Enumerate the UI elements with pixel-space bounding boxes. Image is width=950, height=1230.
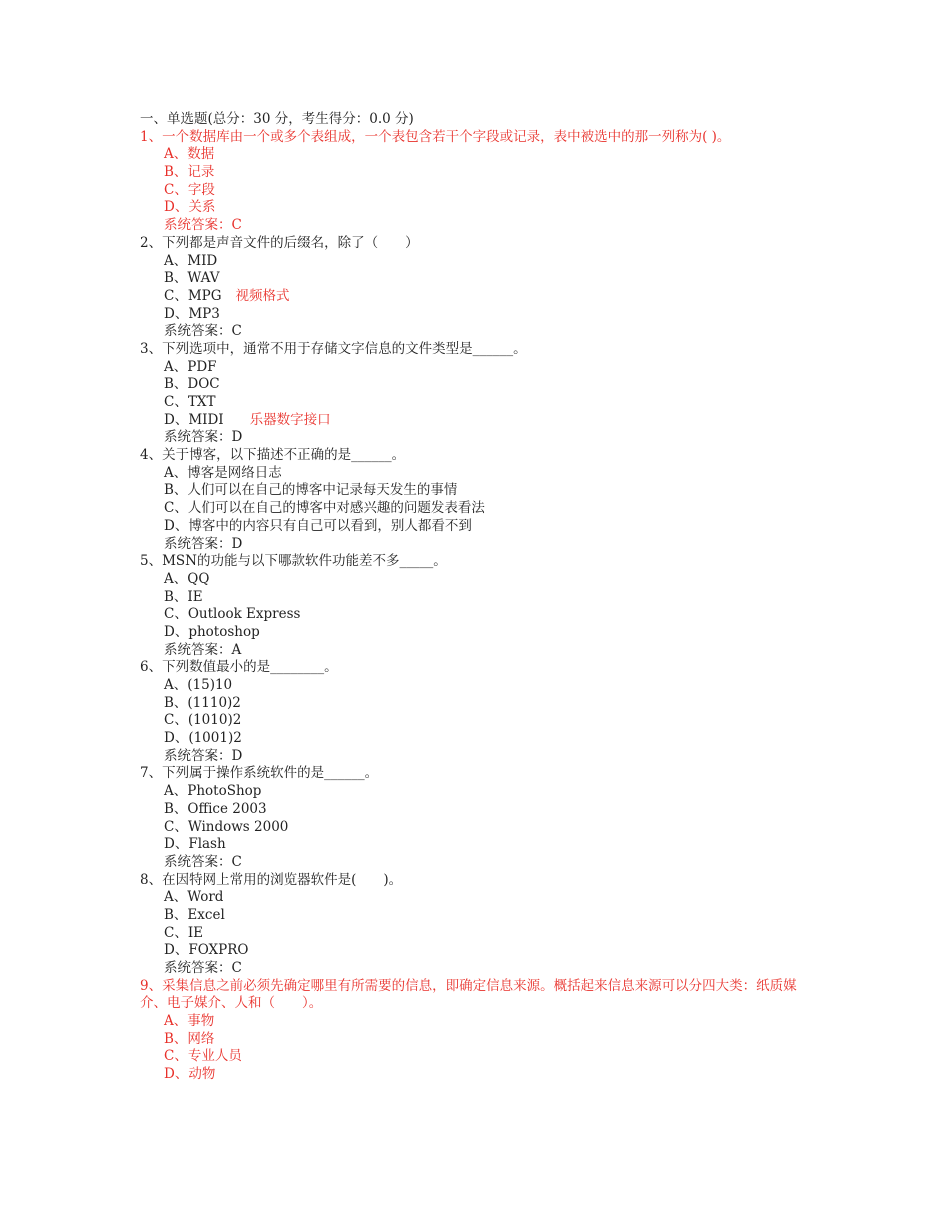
handwritten-note: 乐器数字接口 [249,411,331,428]
option-b: B、(1110)2 [164,694,241,711]
question-stem: 4、关于博客，以下描述不正确的是______。 [140,447,406,464]
option-b: B、记录 [164,164,215,181]
question-stem: 6、下列数值最小的是________。 [140,659,338,676]
option-b: B、人们可以在自己的博客中记录每天发生的事情 [164,482,458,499]
option-c: C、字段 [164,181,215,198]
question-stem: 1、一个数据库由一个或多个表组成，一个表包含若干个字段或记录，表中被选中的那一列称为( )。 [140,128,731,145]
option-c: C、(1010)2 [164,712,242,729]
option-b: B、DOC [164,376,220,393]
option-c: C、IE [164,924,204,941]
question-stem: 5、MSN的功能与以下哪款软件功能差不多_____。 [140,553,447,570]
system-answer: 系统答案：D [164,535,243,552]
option-d: D、Flash [164,836,226,853]
question-stem: 7、下列属于操作系统软件的是______。 [140,765,379,782]
option-d: D、(1001)2 [164,730,242,747]
exam-document [140,111,820,1084]
option-d: D、MIDI [164,411,224,428]
option-a: A、Word [164,889,224,906]
question-1 [140,129,820,235]
option-a: A、PDF [164,358,217,375]
question-stem: 3、下列选项中，通常不用于存储文字信息的文件类型是______。 [140,340,527,357]
question-8 [140,872,820,978]
question-2 [140,235,820,341]
option-b: B、WAV [164,270,220,287]
system-answer: 系统答案：C [164,960,242,977]
option-b: B、Excel [164,906,225,923]
option-a: A、博客是网络日志 [164,464,282,481]
section-title: 一、单选题(总分：30 分，考生得分：0.0 分) [140,111,414,127]
question-stem: 8、在因特网上常用的浏览器软件是( )。 [140,871,403,888]
option-a: A、(15)10 [164,677,233,694]
option-d: D、关系 [164,199,216,216]
option-d: D、FOXPRO [164,942,249,959]
question-6 [140,659,820,765]
question-4 [140,447,820,553]
option-b: B、网络 [164,1030,215,1047]
option-b: B、Office 2003 [164,800,267,817]
system-answer: 系统答案：C [164,217,242,234]
option-c: C、TXT [164,394,216,411]
question-stem: 2、下列都是声音文件的后缀名，除了（ ） [140,234,419,251]
option-b: B、IE [164,588,203,605]
option-d-row [140,412,820,430]
option-c: C、专业人员 [164,1048,242,1065]
option-d: D、博客中的内容只有自己可以看到，别人都看不到 [164,517,472,534]
option-a: A、事物 [164,1013,215,1030]
system-answer: 系统答案：C [164,323,242,340]
option-a: A、PhotoShop [164,783,262,800]
option-d: D、动物 [164,1066,216,1083]
option-c: C、Outlook Express [164,606,301,623]
option-a: A、QQ [164,570,210,587]
system-answer: 系统答案：A [164,641,242,658]
system-answer: 系统答案：C [164,853,242,870]
option-c-row [140,288,820,306]
option-a: A、数据 [164,146,215,163]
handwritten-note: 视频格式 [235,287,290,304]
question-5 [140,553,820,659]
option-d: D、MP3 [164,305,220,322]
question-7 [140,765,820,871]
system-answer: 系统答案：D [164,747,243,764]
option-a: A、MID [164,252,218,269]
question-3 [140,341,820,447]
question-stem: 9、采集信息之前必须先确定哪里有所需要的信息，即确定信息来源。概括起来信息来源可以分四大类：纸质媒介、电子媒介、人和（ ）。 [140,977,797,1012]
option-c: C、人们可以在自己的博客中对感兴趣的问题发表看法 [164,500,485,517]
option-c: C、MPG [164,287,222,304]
option-c: C、Windows 2000 [164,818,289,835]
option-d: D、photoshop [164,623,260,640]
question-9 [140,978,820,1084]
system-answer: 系统答案：D [164,429,243,446]
